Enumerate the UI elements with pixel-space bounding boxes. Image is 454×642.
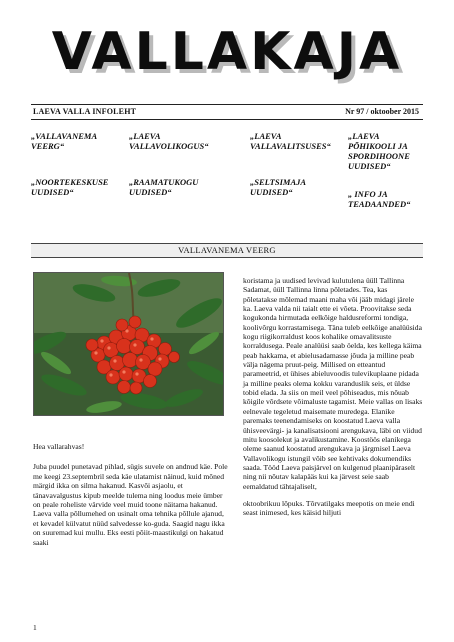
page-number: 1 <box>33 623 37 632</box>
toc-item-vallavanema-veerg[interactable]: „VALLAVANEMA VEERG“ <box>31 131 97 151</box>
article-greeting: Hea vallarahvas! <box>33 442 85 451</box>
rowan-berries-icon <box>34 273 223 415</box>
publication-name: LAEVA VALLA INFOLEHT <box>33 107 137 116</box>
article-right-paragraph-2: oktoobrikuu lõpuks. Tõrvatilgaks meepotis on meie endi seast inimesed, kes käisid hiljuti <box>243 498 415 518</box>
masthead-title: VALLAKAJA <box>51 22 403 82</box>
toc-item-vallavolikogus[interactable]: „LAEVA VALLAVOLIKOGUS“ <box>129 131 209 151</box>
article-right-paragraph: koristama ja uudised levivad kulutulena üüll Tallinna Sadamat, üüll Tallinna linna põletades. Tea, kas põletatakse mõlemad maani maha või jääb midagi järele ka. Laeva valda nii taialt ette ei võeta. Proovitakse seda kogukonda hirmutada eelkõige haldusreformi tondiga, koolivõrgu korrastamisega. Täna tuleb eelkõige analüüsida kogu riigikorraldust koos kohalike omavalitsuste korraldusega. Peale analüüsi saab öelda, kes kellega käima peab hakkama, et abielusadamasse jõuda ja milline peab välja nägema pruut-peig. Millised on etteantud parameetrid, et ühises abieluvoodis tulevikuplaane pidada ja milline peaks olema kokku varanduslik seis, et üldse tobid elada. Ja siis on meil veel põhiseadus, mis nõuab kõigile võrdsete võimaluste tagamist. Meie vallas on lisaks eelnevale tegeletud maisemate muredega. Elanike paremaks teenendamiseks on koostatud Laeva valla ühisveevärgi- ja kanalisatsiooni arengukava, läbi on viidud mitu koosolekut ja avalikustamine. Koostöös elanikega oleme saanud koostatud arengukava ja järgmisel Laeva Vallavolikogu istungil võib see kehtivaks dokumendiks saada. Tööd Laeva paisjärvel on kulgenud plaanipäraselt ning nii nõutav kalapääs kui ka järvest seie saab eemaldatud tähtajaliselt, <box>243 276 423 491</box>
section-heading: VALLAVANEMA VEERG <box>31 243 423 258</box>
issue-number: Nr 97 / oktoober 2015 <box>345 107 419 116</box>
toc-item-seltsimaja[interactable]: „SELTSIMAJA UUDISED“ <box>250 177 306 197</box>
info-bar <box>31 104 423 120</box>
rowan-berries-photo <box>33 272 224 416</box>
article-left-column <box>33 442 228 547</box>
toc-item-raamatukogu[interactable]: „RAAMATUKOGU UUDISED“ <box>129 177 199 197</box>
toc-item-info-teadaanded[interactable]: „ INFO JA TEADAANDED“ <box>348 189 411 209</box>
toc-item-noortekeskus[interactable]: „NOORTEKESKUSE UUDISED“ <box>31 177 109 197</box>
toc-item-pohikool-spordihoone[interactable]: „LAEVA PÕHIKOOLI JA SPORDIHOONE UUDISED“ <box>348 131 410 171</box>
article-right-column <box>243 276 423 518</box>
toc-item-vallavalitsuses[interactable]: „LAEVA VALLAVALITSUSES“ <box>250 131 331 151</box>
article-left-paragraph: Juba puudel punetavad pihlad, sügis suvele on andnud käe. Pole me keegi 23.septembril seda käe ulatamist näinud, kuid mõned märgid ikka on silma hakanud. Kasvõi asjaolu, et tänavavalgustus kipub meelde tulema ning loodus meie ümber on peale roheliste värvide veel muid toone näitama hakanud. Laeva valla põllumehed on usinalt oma tehnika põllule ajanud, et kevadel külvatut nüüd salvedesse ko-guda. Saagid nagu ikka on suuremad kui mullu. Eks eesti põiit-maastikulgi on hakatud saaki <box>33 462 228 547</box>
